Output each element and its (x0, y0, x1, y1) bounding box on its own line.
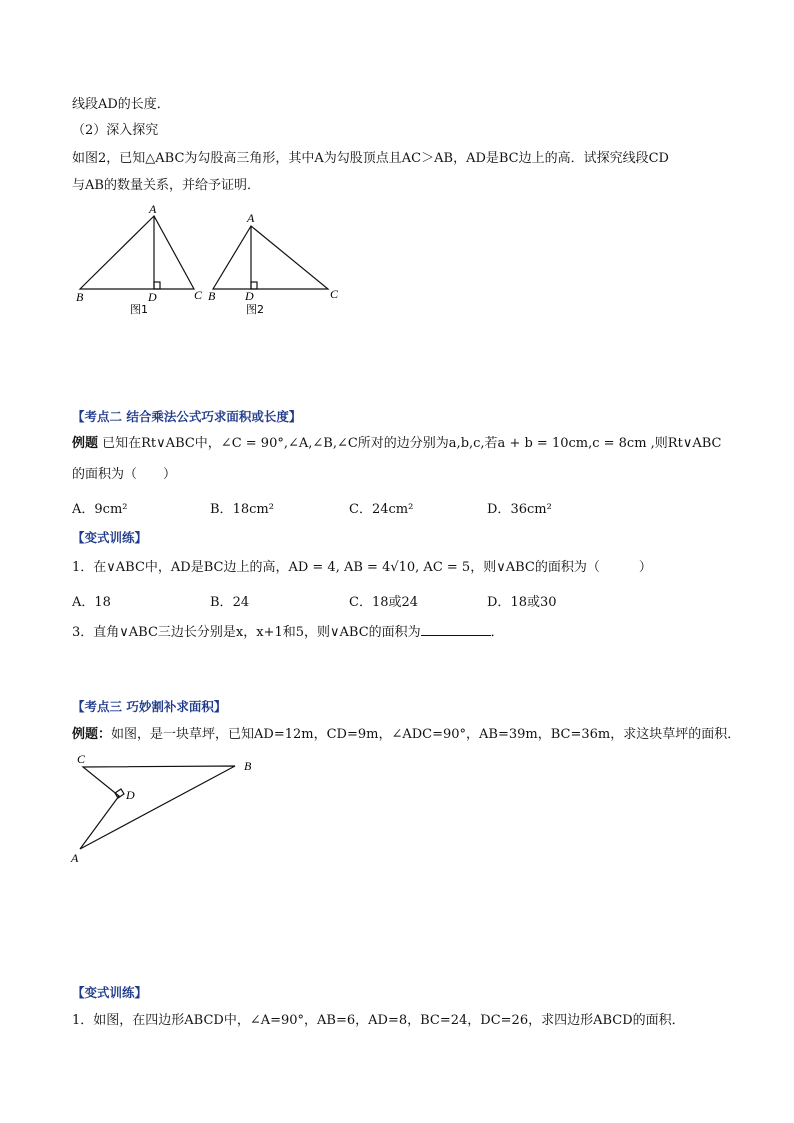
fig2-label-b: B (208, 289, 216, 303)
option-d: D．36cm² (487, 502, 552, 517)
fig2-label-d: D (245, 289, 254, 303)
fig1-label-a: A (149, 202, 157, 216)
q1-option-c: C．18或24 (349, 595, 419, 610)
example-label: 例题 (72, 436, 99, 451)
question-1: 1．如图，在四边形ABCD中，∠A=90°，AB=6，AD=8，BC=24，DC=26，求四边形ABCD的面积． (72, 1013, 685, 1028)
fig1-caption: 图1 (130, 303, 148, 316)
option-c: C．24cm² (349, 502, 414, 517)
lawn-figure (66, 748, 266, 870)
lawn-label-a: A (71, 851, 79, 865)
fig1-label-d: D (148, 290, 157, 304)
q1-option-b: B．24 (210, 595, 250, 610)
lawn-label-b: B (244, 759, 252, 773)
text-line: 线段AD的长度． (72, 97, 170, 112)
fig1-label-b: B (76, 290, 84, 304)
example-body: 如图，是一块草坪，已知AD=12m，CD=9m，∠ADC=90°，AB=39m，BC=36m，求这块草坪的面积． (111, 727, 741, 742)
example-text (72, 726, 740, 744)
q1-option-d: D．18或30 (487, 595, 557, 610)
variant-heading: 【变式训练】 (72, 985, 148, 1000)
fig1-label-c: C (194, 288, 203, 302)
triangle-figures (70, 200, 360, 325)
section-heading: 【考点二 结合乘法公式巧求面积或长度】 (72, 409, 302, 424)
question-1: 1．在∨ABC中，AD是BC边上的高，AD = 4, AB = 4√10, AC = 5，则∨ABC的面积为（ ） (72, 560, 652, 575)
example-label: 例题： (72, 727, 112, 742)
variant-heading: 【变式训练】 (72, 530, 148, 545)
answer-blank[interactable] (421, 623, 491, 636)
section-heading: 【考点三 巧妙割补求面积】 (72, 699, 227, 714)
subheading: （2）深入探究 (72, 123, 159, 138)
figure-2 (213, 226, 328, 289)
option-a: A．9cm² (72, 502, 128, 517)
fig2-caption: 图2 (246, 303, 264, 316)
lawn-label-c: C (77, 752, 86, 766)
q1-option-a: A．18 (72, 595, 111, 610)
lawn-label-d: D (126, 788, 135, 802)
figure-1 (80, 216, 194, 289)
example-text (72, 435, 721, 453)
question-3: 3．直角∨ABC三边长分别是x，x+1和5，则∨ABC的面积为 ． (72, 625, 504, 640)
fig2-label-c: C (330, 287, 339, 301)
example-body: 已知在Rt∨ABC中，∠C = 90°,∠A,∠B,∠C所对的边分别为a,b,c,若a + b = 10cm,c = 8cm ,则Rt∨ABC (98, 436, 722, 451)
example-text-cont: 的面积为（ ） (72, 467, 177, 482)
fig2-label-a: A (247, 211, 255, 225)
question-text: 与AB的数量关系，并给予证明． (72, 178, 260, 193)
option-b: B．18cm² (210, 502, 274, 517)
question-text: 如图2，已知△ABC为勾股高三角形，其中A为勾股顶点且AC＞AB，AD是BC边上的高．试探究线段CD (72, 151, 669, 166)
